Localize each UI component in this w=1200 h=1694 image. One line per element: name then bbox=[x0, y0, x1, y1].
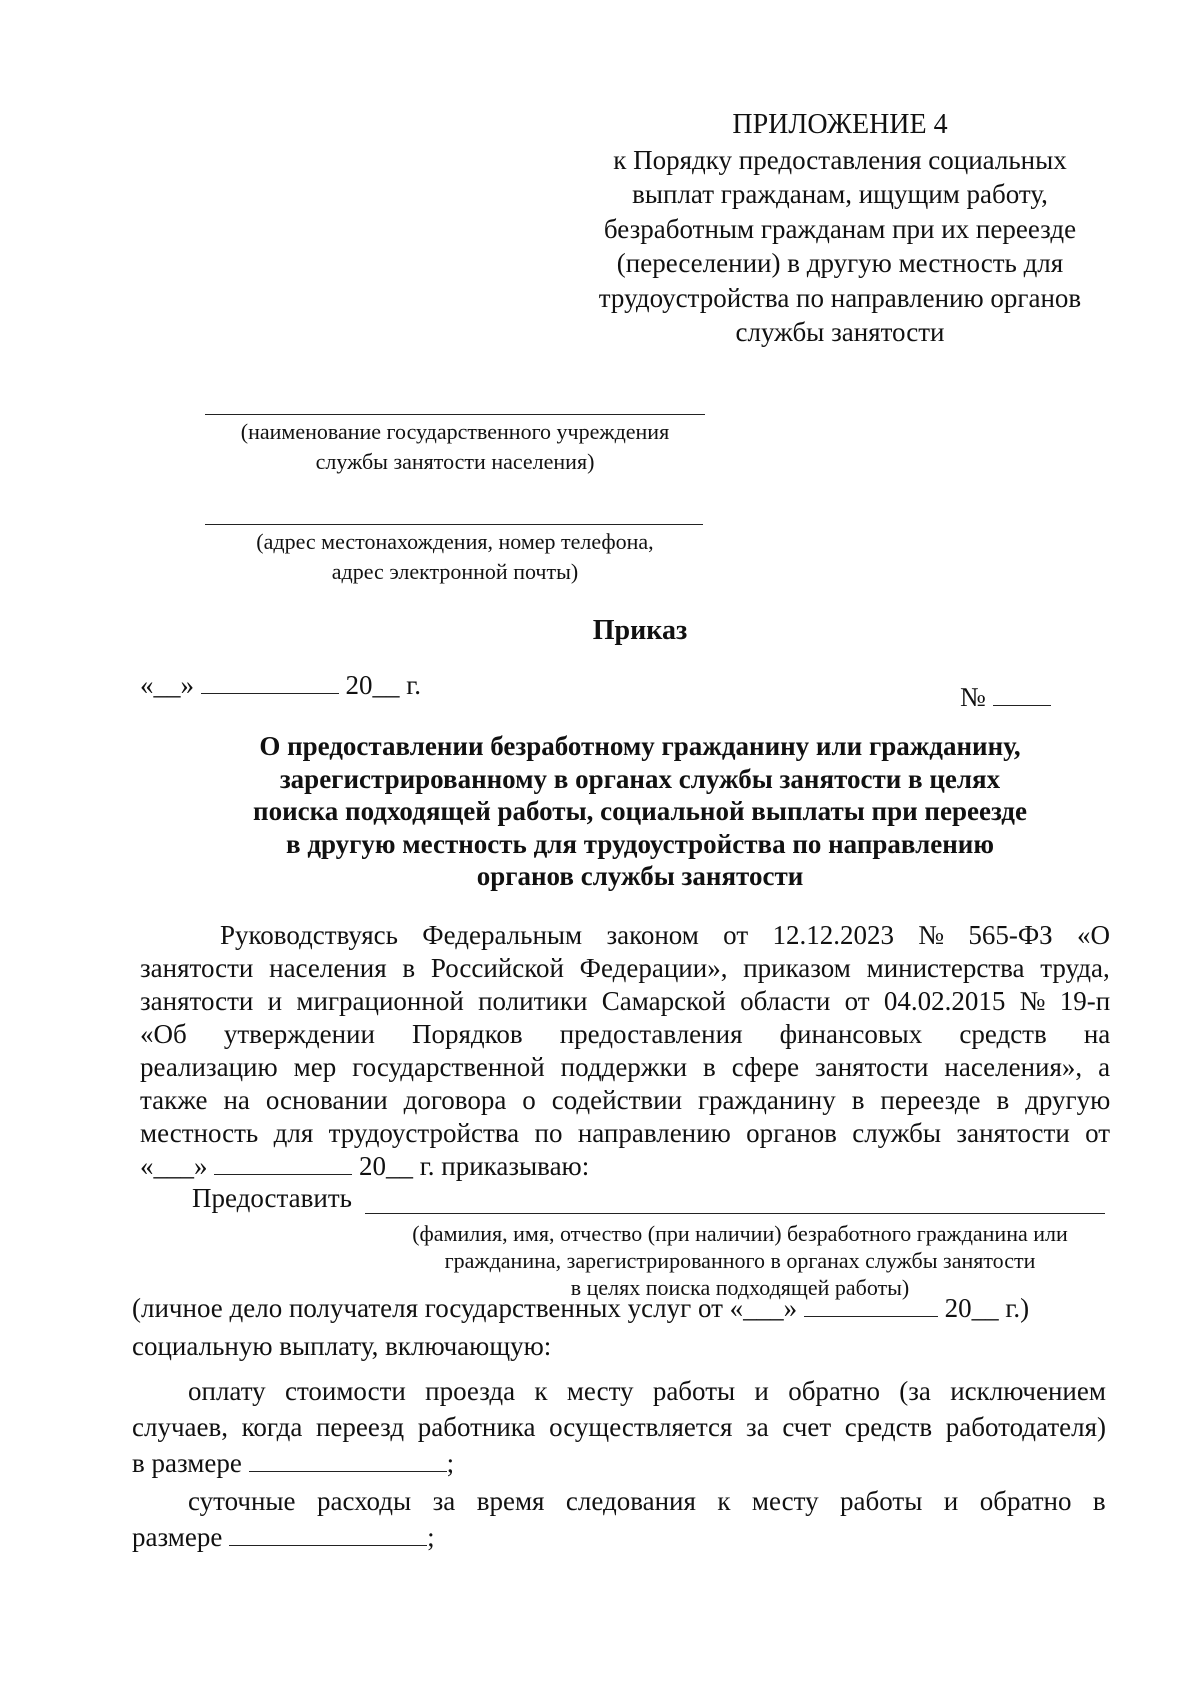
date-year: 20__ г. bbox=[345, 670, 422, 700]
item1-amount-field[interactable] bbox=[249, 1449, 447, 1472]
order-heading bbox=[180, 730, 1100, 893]
date-month-field[interactable] bbox=[201, 671, 339, 694]
contract-date bbox=[140, 1151, 589, 1182]
payment-intro: социальную выплату, включающую: bbox=[132, 1331, 552, 1361]
heading-line: О предоставлении безработному гражданину или гражданину, bbox=[259, 731, 1021, 761]
item2-amount-field[interactable] bbox=[229, 1523, 427, 1546]
item1-line: оплату стоимости проезда к месту работы и обратно (за исключением bbox=[188, 1376, 1106, 1406]
item2-line: суточные расходы за время следования к месту работы и обратно в bbox=[188, 1486, 1106, 1516]
appendix-line: безработным гражданам при их переезде bbox=[603, 213, 1077, 244]
date-day: «__» bbox=[140, 670, 194, 700]
item2-amount-label: размере bbox=[132, 1522, 223, 1552]
body-line: занятости населения в Российской Федерации», приказом министерства труда, bbox=[140, 953, 1110, 983]
heading-line: зарегистрированному в органах службы занятости в целях bbox=[279, 763, 1001, 794]
appendix-line: к Порядку предоставления социальных bbox=[613, 144, 1067, 175]
personal-file-line bbox=[132, 1293, 1029, 1324]
body-line: Руководствуясь Федеральным законом от 12.12.2023 № 565-ФЗ «О bbox=[220, 920, 1111, 950]
personal-file-text: (личное дело получателя государственных услуг от «___» bbox=[132, 1293, 798, 1323]
body-line: занятости и миграционной политики Самарской области от 04.02.2015 № 19-п bbox=[140, 986, 1111, 1016]
contract-day: «___» bbox=[140, 1151, 208, 1181]
appendix-line: трудоустройства по направлению органов bbox=[598, 282, 1082, 313]
body-line: реализацию мер государственной поддержки в сфере занятости населения», а bbox=[140, 1052, 1111, 1082]
appendix-block bbox=[560, 108, 1120, 350]
address-field[interactable] bbox=[205, 524, 703, 525]
appendix-line: (переселении) в другую местность для bbox=[616, 248, 1064, 278]
personal-file-year: 20__ г.) bbox=[944, 1293, 1030, 1323]
heading-line: поиска подходящей работы, социальной выплаты при переезде bbox=[253, 796, 1027, 826]
contract-month-field[interactable] bbox=[214, 1152, 352, 1175]
order-title: Приказ bbox=[592, 615, 688, 646]
personal-file-month-field[interactable] bbox=[804, 1294, 938, 1317]
address-caption: (адрес местонахождения, номер телефона, адрес электронной почты) bbox=[256, 529, 654, 584]
order-number bbox=[960, 682, 1051, 713]
body-line: местность для трудоустройства по направлению органов службы занятости от bbox=[140, 1118, 1111, 1148]
order-date bbox=[140, 670, 421, 701]
recipient-caption: (фамилия, имя, отчество (при наличии) безработного гражданина или гражданина, зарегистрированного в органах службы занятости в целях поиска подходящей работы) bbox=[412, 1221, 1068, 1300]
institution-caption: (наименование государственного учреждения службы занятости населения) bbox=[240, 419, 670, 474]
item1-line: случаев, когда переезд работника осуществляется за счет средств работодателя) bbox=[132, 1412, 1106, 1442]
item1-amount: в размере ; bbox=[132, 1448, 455, 1478]
order-number-field[interactable] bbox=[993, 683, 1051, 706]
number-label: № bbox=[960, 682, 986, 712]
appendix-title: ПРИЛОЖЕНИЕ 4 bbox=[732, 109, 948, 140]
contract-year: 20__ г. приказываю: bbox=[359, 1151, 590, 1181]
heading-line: органов службы занятости bbox=[476, 861, 804, 891]
item1-amount-label: в размере bbox=[132, 1448, 242, 1478]
body-line: также на основании договора о содействии гражданину в переезде в другую bbox=[140, 1085, 1111, 1115]
grant-label: Предоставить bbox=[192, 1183, 352, 1213]
appendix-line: выплат гражданам, ищущим работу, bbox=[632, 179, 1048, 209]
body-line: «Об утверждении Порядков предоставления финансовых средств на bbox=[140, 1019, 1111, 1049]
appendix-line: службы занятости bbox=[735, 317, 945, 347]
item2-amount: размере ; bbox=[132, 1522, 435, 1552]
heading-line: в другую местность для трудоустройства по направлению bbox=[286, 828, 994, 859]
institution-name-field[interactable] bbox=[205, 414, 705, 415]
recipient-name-field[interactable] bbox=[365, 1213, 1105, 1214]
